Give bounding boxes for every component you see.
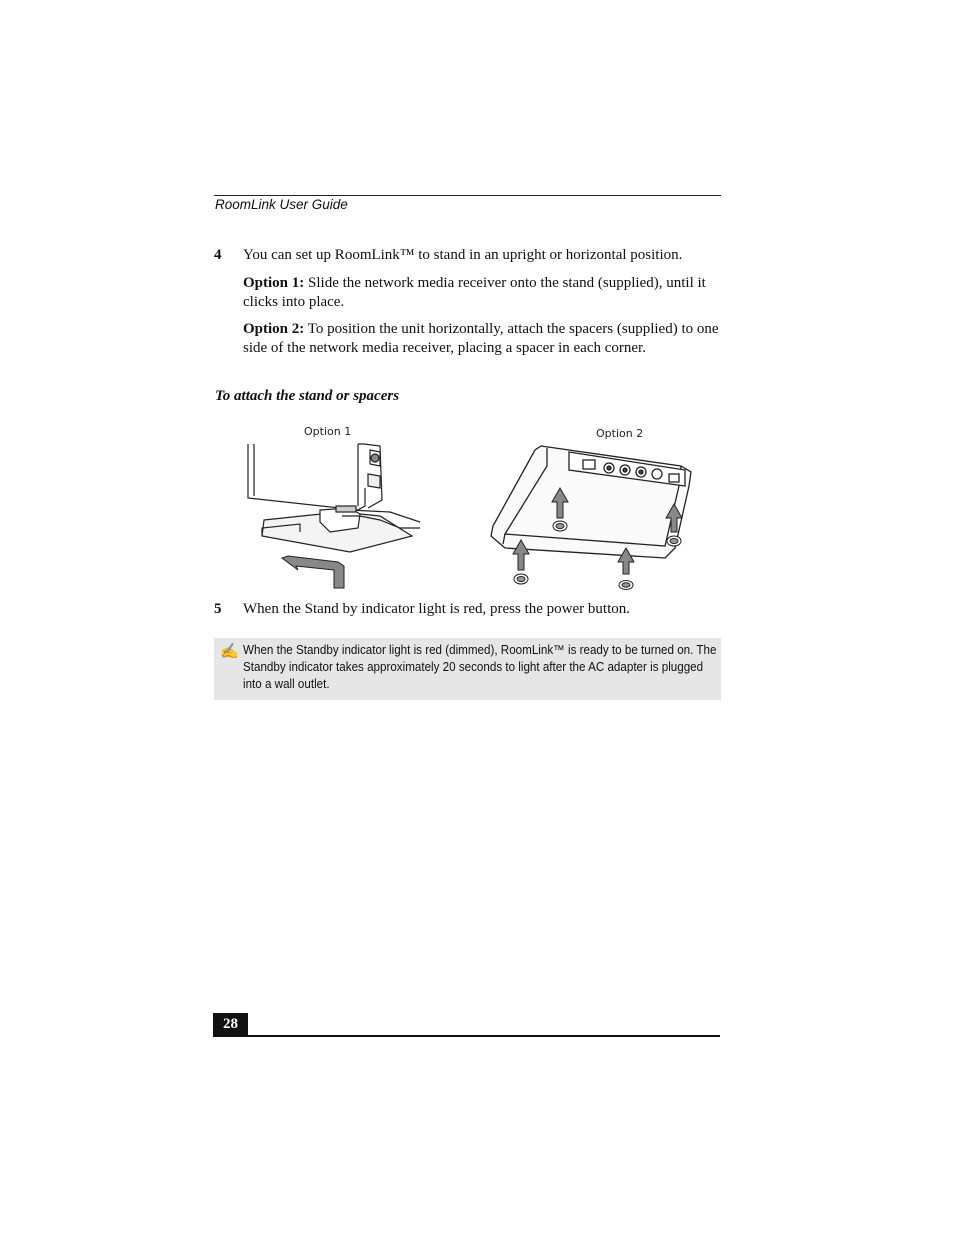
option-2-caption: Option 2 xyxy=(596,427,644,440)
option-2-text: To position the unit horizontally, attach the spacers (supplied) to one side of the network media receiver, placing a spacer in each corner. xyxy=(243,321,719,356)
stand-illustration xyxy=(240,440,420,590)
pencil-note-icon: ✍ xyxy=(220,644,239,660)
option-2-paragraph xyxy=(243,320,721,358)
option-1-caption: Option 1 xyxy=(304,425,352,438)
step-5-text: When the Stand by indicator light is red, press the power button. xyxy=(243,601,631,617)
header-rule xyxy=(214,195,721,196)
subheading: To attach the stand or spacers xyxy=(215,388,400,404)
step-5-number: 5 xyxy=(214,601,222,617)
note-box xyxy=(214,638,721,700)
spacers-illustration xyxy=(485,440,705,590)
option-1-text: Slide the network media receiver onto the stand (supplied), until it clicks into place. xyxy=(243,275,706,310)
step-4-text: You can set up RoomLink™ to stand in an upright or horizontal position. xyxy=(243,247,683,263)
header-title: RoomLink User Guide xyxy=(215,197,348,212)
option-1-label: Option 1: xyxy=(243,275,305,291)
option-2-label: Option 2: xyxy=(243,321,305,337)
note-text: When the Standby indicator light is red (dimmed), RoomLink™ is ready to be turned on. The Standby indicator takes approximately 20 seconds to light after the AC adapter is plugged into a wall outlet. xyxy=(243,643,717,691)
step-4-number: 4 xyxy=(214,247,222,263)
page-number: 28 xyxy=(213,1013,248,1036)
option-1-paragraph xyxy=(243,274,721,312)
footer-rule xyxy=(213,1035,720,1037)
